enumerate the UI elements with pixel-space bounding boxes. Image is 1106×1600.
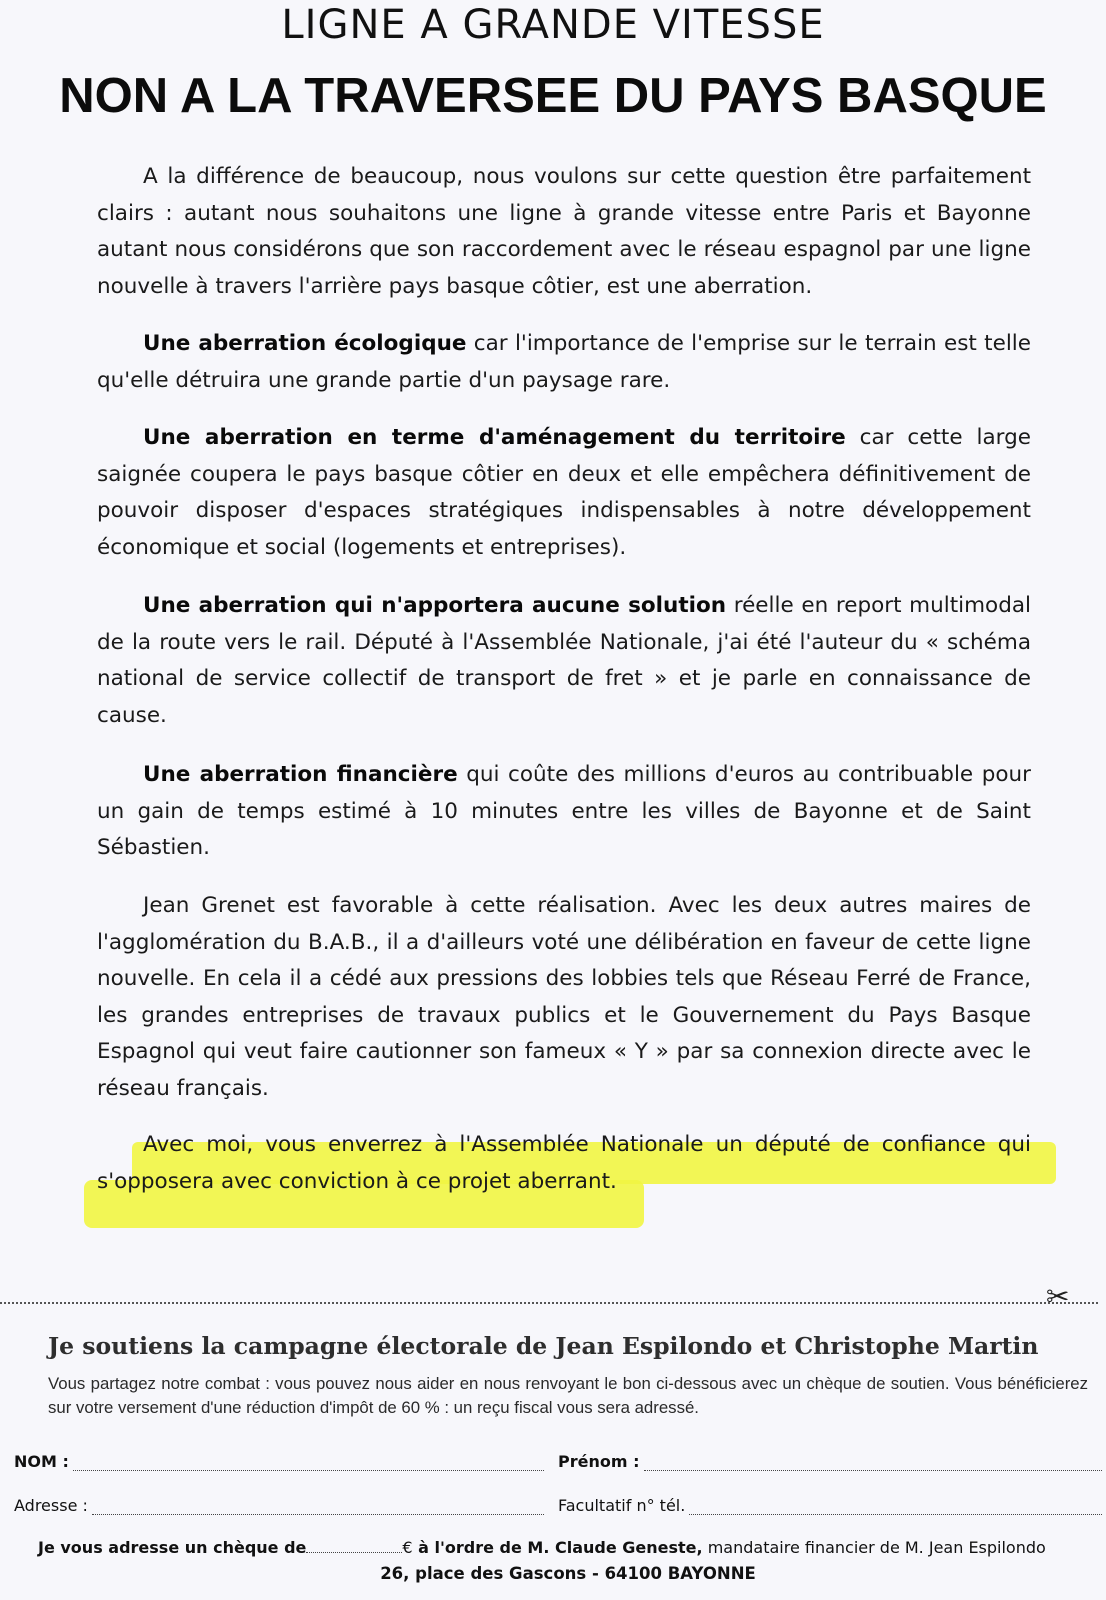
- prenom-label: Prénom :: [558, 1452, 640, 1471]
- paragraph-territoire-text: car cette large saignée coupera le pays basque côtier en deux et elle empêchera définitivement de pouvoir disposer d'espaces stratégiques indispensables à notre développement économique et social (logements et entreprises).: [97, 425, 1031, 560]
- paragraph-solution-text: réelle en report multimodal de la route vers le rail. Député à l'Assemblée Nationale, j'ai été l'auteur du « schéma national de service collectif de transport de fret » et je parle en connaissance de cause.: [97, 593, 1031, 728]
- prenom-field[interactable]: [558, 1452, 1102, 1471]
- tel-field[interactable]: [558, 1496, 1102, 1515]
- paragraph-conclusion-text: Avec moi, vous enverrez à l'Assemblée Nationale un député de confiance qui s'opposera avec conviction à ce projet aberrant.: [97, 1132, 1031, 1194]
- paragraph-conclusion: [97, 1127, 1031, 1200]
- cut-line: [0, 1302, 1098, 1304]
- cheque-prefix: Je vous adresse un chèque de: [38, 1538, 307, 1557]
- coupon-subtitle: Vous partagez notre combat : vous pouvez nous aider en nous renvoyant le bon ci-dessous avec un chèque de soutien. Vous bénéficierez sur votre versement d'une réduction d'impôt de 60 % : un reçu fiscal vous sera adressé.: [48, 1374, 1088, 1417]
- cheque-currency: €: [402, 1538, 413, 1557]
- cheque-suffix: mandataire financier de M. Jean Espilondo: [702, 1538, 1046, 1557]
- tel-label: Facultatif n° tél.: [558, 1496, 686, 1515]
- paragraph-solution: [97, 588, 1031, 734]
- paragraph-financiere-text: qui coûte des millions d'euros au contribuable pour un gain de temps estimé à 10 minutes entre les villes de Bayonne et de Saint Sébastien.: [97, 762, 1031, 860]
- prenom-input-line[interactable]: [644, 1456, 1103, 1471]
- header-title: NON A LA TRAVERSEE DU PAYS BASQUE: [59, 69, 1047, 123]
- paragraph-ecologique-heading: Une aberration écologique: [143, 331, 467, 356]
- adresse-field[interactable]: [14, 1496, 544, 1515]
- paragraph-ecologique-text: car l'importance de l'emprise sur le terrain est telle qu'elle détruira une grande partie d'un paysage rare.: [97, 331, 1031, 393]
- postal-address: 26, place des Gascons - 64100 BAYONNE: [380, 1564, 756, 1583]
- cheque-order: à l'ordre de M. Claude Geneste,: [412, 1538, 703, 1557]
- coupon-title: Je soutiens la campagne électorale de Jean Espilondo et Christophe Martin: [48, 1332, 1039, 1360]
- paragraph-intro: [97, 159, 1031, 305]
- paragraph-financiere: [97, 757, 1031, 867]
- nom-label: NOM :: [14, 1452, 69, 1471]
- paragraph-ecologique: [97, 326, 1031, 399]
- nom-input-line[interactable]: [73, 1456, 544, 1471]
- paragraph-solution-heading: Une aberration qui n'apportera aucune solution: [143, 593, 727, 618]
- tel-input-line[interactable]: [689, 1500, 1102, 1515]
- paragraph-grenet-text: Jean Grenet est favorable à cette réalisation. Avec les deux autres maires de l'agglomération du B.A.B., il a d'ailleurs voté une délibération en faveur de cette ligne nouvelle. En cela il a cédé aux pressions des lobbies tels que Réseau Ferré de France, les grandes entreprises de travaux publics et le Gouvernement du Pays Basque Espagnol qui veut faire cautionner son fameux « Y » par sa connexion directe avec le réseau français.: [97, 893, 1031, 1101]
- paragraph-territoire: [97, 420, 1031, 566]
- cheque-amount-line[interactable]: [306, 1540, 402, 1553]
- paragraph-intro-text: A la différence de beaucoup, nous voulons sur cette question être parfaitement clairs : autant nous souhaitons une ligne à grande vitesse entre Paris et Bayonne autant nous considérons que son raccordement avec le réseau espagnol par une ligne nouvelle à travers l'arrière pays basque côtier, est une aberration.: [97, 164, 1031, 299]
- paragraph-financiere-heading: Une aberration financière: [143, 762, 458, 787]
- nom-field[interactable]: [14, 1452, 544, 1471]
- paragraph-grenet: [97, 888, 1031, 1107]
- adresse-label: Adresse :: [14, 1496, 88, 1515]
- scissors-icon: ✂: [1046, 1280, 1070, 1313]
- cheque-line: [38, 1538, 1102, 1557]
- adresse-input-line[interactable]: [92, 1500, 544, 1515]
- paragraph-territoire-heading: Une aberration en terme d'aménagement du territoire: [143, 425, 846, 450]
- header-subtitle: LIGNE A GRANDE VITESSE: [281, 2, 825, 48]
